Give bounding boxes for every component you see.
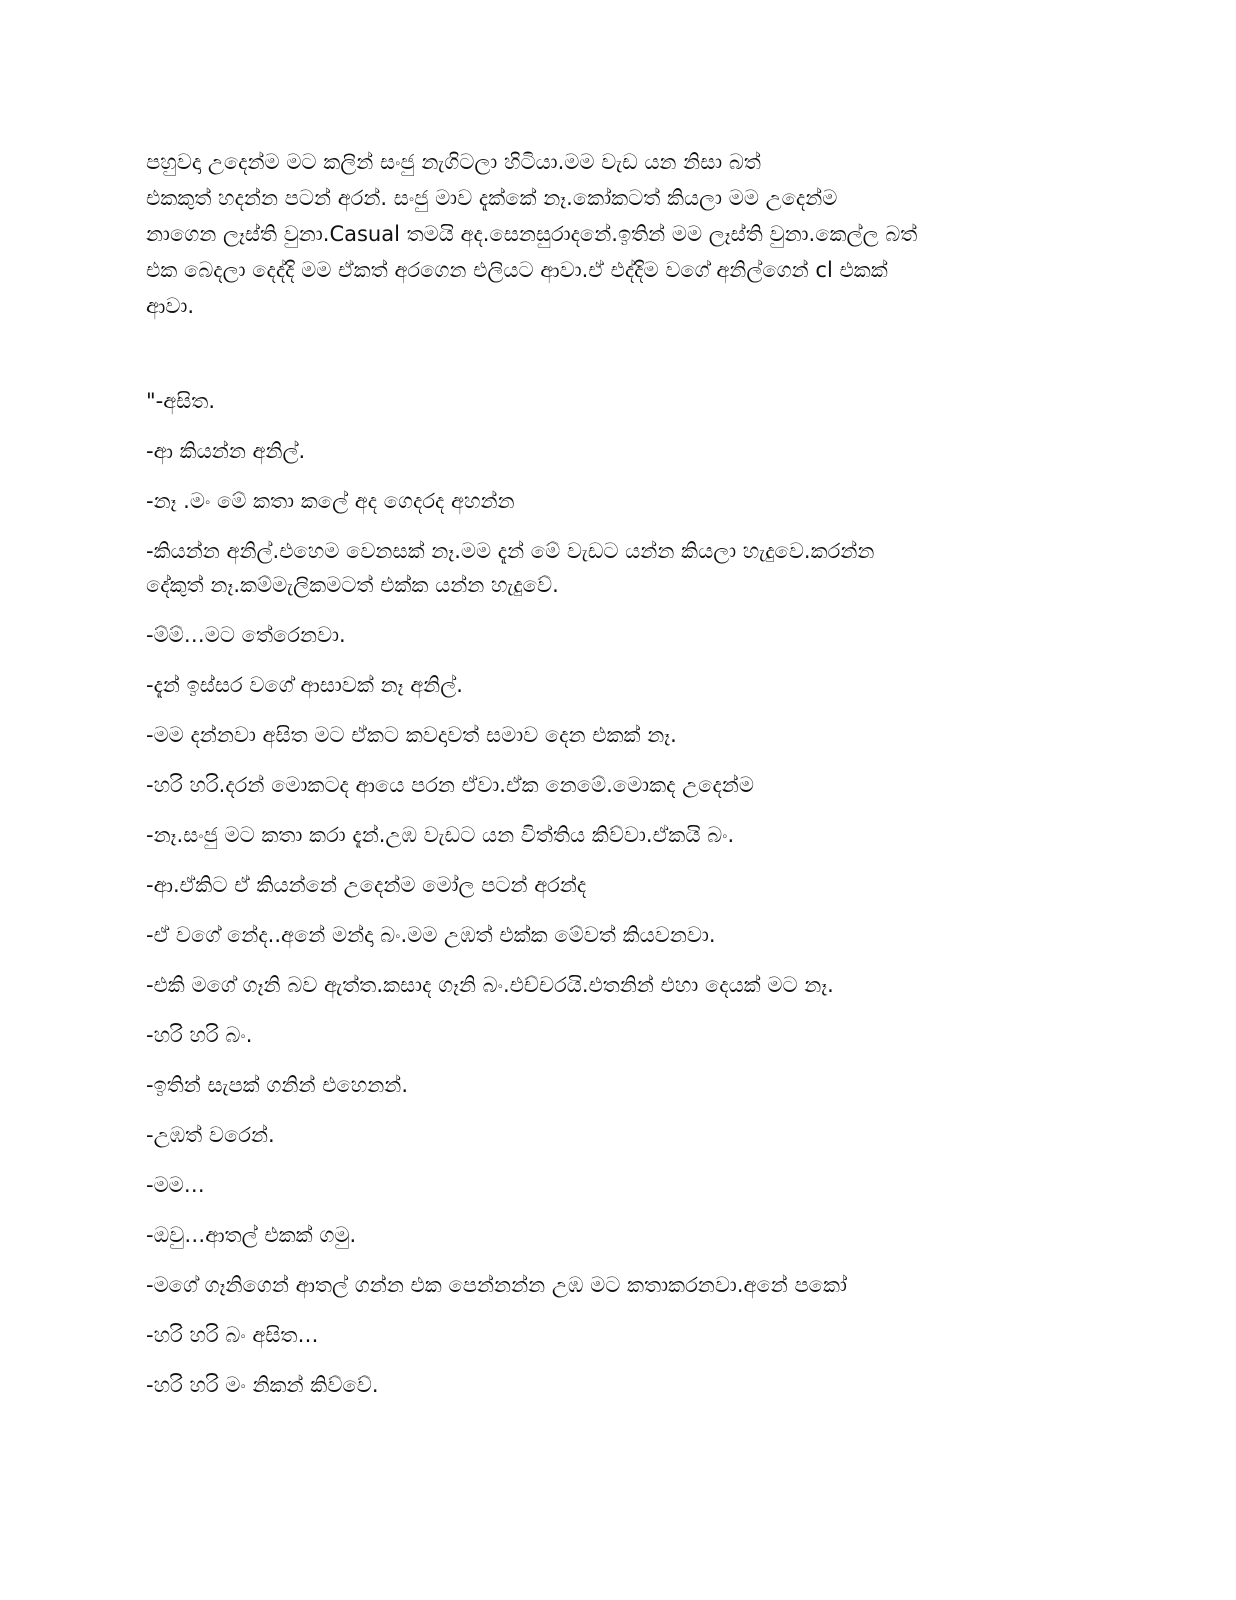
intro-line: පහුවදා උදෙන්ම මට කලින් සංජු නැගිටලා හිටියා.මම වැඩ යන නිසා බත් (146, 150, 761, 174)
dialogue-text: -මම දන්නවා අසිත මට ඒකට කවදාවත් සමාව දෙන එකක් නෑ. (146, 723, 677, 747)
dialogue-line (146, 384, 1076, 418)
dialogue-line (146, 1218, 1076, 1252)
dialogue-text: -ආ කියන්න අනිල්. (146, 439, 306, 463)
dialogue-line (146, 918, 1076, 952)
dialogue-line (146, 1168, 1076, 1202)
intro-line: ආවා. (146, 294, 195, 318)
dialogue-text: -හරි හරි බං. (146, 1023, 253, 1047)
dialogue-line (146, 1318, 1076, 1352)
dialogue-line (146, 1068, 1076, 1102)
dialogue-line (146, 1268, 1076, 1302)
dialogue-text: -නෑ .මං මේ කතා කලේ අද ගෙදරද අහන්න (146, 489, 515, 513)
dialogue-text: -හරි හරි.දරන් මොකටද ආයෙ පරන ඒවා.ඒක නෙමේ.මොකද උදෙන්ම (146, 773, 754, 797)
dialogue-line (146, 434, 1076, 468)
dialogue-line (146, 1118, 1076, 1152)
dialogue-text: -ඉතින් සැපක් ගනින් එහෙනන්. (146, 1073, 409, 1097)
dialogue-text: -උඹත් වරෙන්. (146, 1123, 275, 1147)
intro-paragraph (146, 144, 1076, 324)
intro-line: එක බෙදලා දෙද්දි මම ඒකත් අරගෙන එලියට ආවා.ඒ එද්දිම වගේ අනිල්ගෙන් cl එකක් (146, 258, 888, 282)
dialogue-line (146, 818, 1076, 852)
dialogue-text: -මගේ ගෑනිගෙන් ආතල් ගන්න එක පෙන්නන්න උඹ මට කතාකරනවා.අනේ පකෝ (146, 1273, 847, 1297)
dialogue-line (146, 668, 1076, 702)
intro-line: නාගෙන ලෑස්ති වුනා.Casual තමයි අද.සෙනසුරාදනේ.ඉතින් මම ලෑස්ති වුනා.කෙල්ල බත් (146, 222, 918, 246)
dialogue-block (146, 384, 1076, 1402)
dialogue-text: -හරි හරි මං නිකන් කිව්වේ. (146, 1373, 379, 1397)
dialogue-text: -දැන් ඉස්සර වගේ ආසාවක් නෑ අනිල්. (146, 673, 463, 697)
dialogue-line (146, 868, 1076, 902)
dialogue-text: -එකි මගේ ගෑනි බව ඇත්ත.කසාද ගෑනි බං.එච්චරයි.එතනින් එහා දෙයක් මට නෑ. (146, 973, 834, 997)
dialogue-text: -ආ.ඒකිට ඒ කියන්නේ උදෙන්ම මෝල පටන් අරන්ද (146, 873, 587, 897)
dialogue-text: -ම්ම්…මට තේරෙනවා. (146, 623, 346, 647)
dialogue-text: -කියන්න අනිල්.එහෙම වෙනසක් නෑ.මම දැන් මේ වැඩට යන්න කියලා හැදුවෙ.කරන්න (146, 539, 875, 563)
dialogue-line (146, 1368, 1076, 1402)
dialogue-text: "-අසිත. (146, 389, 215, 413)
dialogue-line (146, 1018, 1076, 1052)
dialogue-line (146, 768, 1076, 802)
dialogue-text: -හරි හරි බං අසිත… (146, 1323, 319, 1347)
intro-line: එකකුත් හදන්න පටන් අරන්. සංජු මාව දැක්කේ නෑ.කෝකටත් කියලා මම උදෙන්ම (146, 186, 838, 210)
dialogue-line (146, 618, 1076, 652)
dialogue-text: -නෑ.සංජු මට කතා කරා දැන්.උඹ වැඩට යන විත්තිය කිව්වා.ඒකයි බං. (146, 823, 735, 847)
dialogue-text: -මම… (146, 1173, 205, 1197)
dialogue-text: දේකුත් නෑ.කම්මැලිකමටත් එක්ක යන්න හැදුවේ. (146, 573, 559, 597)
dialogue-text: -ඔවු…ආතල් එකක් ගමු. (146, 1223, 357, 1247)
dialogue-line (146, 718, 1076, 752)
dialogue-text: -ඒ වගේ නේද..අනේ මන්දා බං.මම උඹත් එක්ක මේවත් කියවනවා. (146, 923, 716, 947)
intro-block (146, 144, 1076, 324)
dialogue-line (146, 968, 1076, 1002)
dialogue-line (146, 484, 1076, 518)
dialogue-line (146, 534, 1076, 602)
